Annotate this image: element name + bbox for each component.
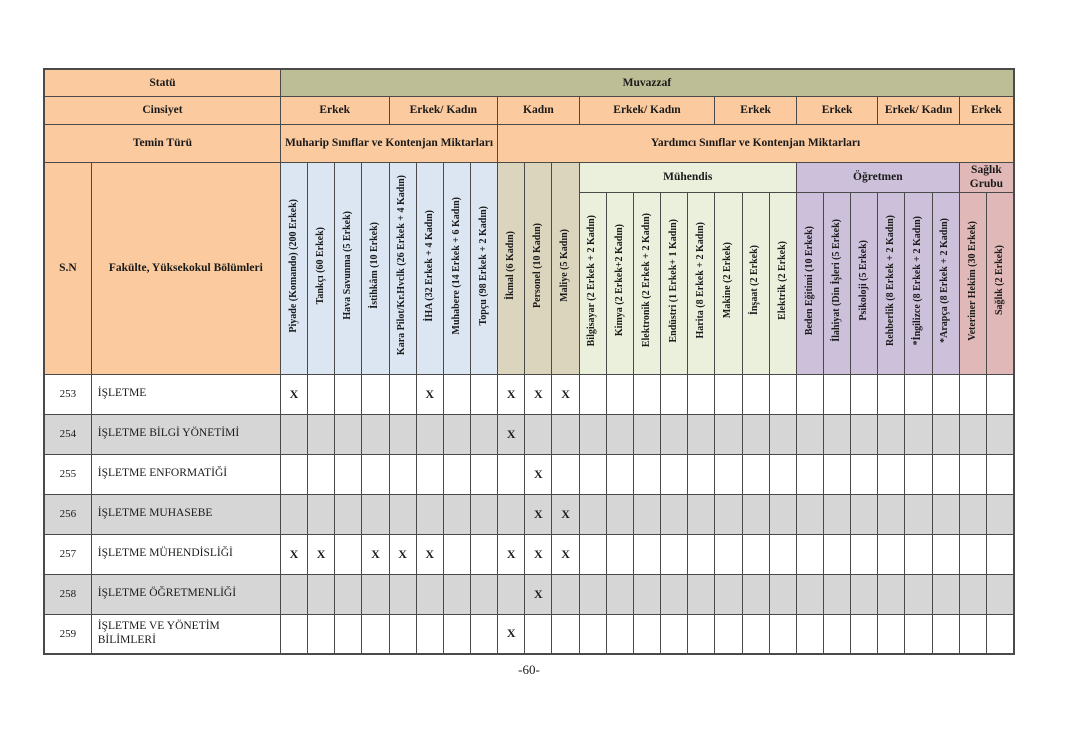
- fakulte-header: Fakülte, Yüksekokul Bölümleri: [91, 162, 280, 374]
- data-cell: [878, 574, 905, 614]
- data-cell: [633, 614, 660, 654]
- column-header-muharip: [280, 162, 307, 374]
- data-cell: [416, 454, 443, 494]
- column-header-text: Elektronik (2 Erkek + 2 Kadın): [640, 213, 652, 348]
- data-cell: [362, 374, 389, 414]
- data-cell: [878, 454, 905, 494]
- column-header-kadin-siniflar: [525, 162, 552, 374]
- data-cell: [308, 454, 335, 494]
- data-cell: [851, 414, 878, 454]
- data-cell: [335, 454, 362, 494]
- data-cell: [796, 414, 823, 454]
- data-cell: [661, 374, 688, 414]
- data-cell: [824, 414, 851, 454]
- data-cell: [308, 414, 335, 454]
- column-header-text: Kara Pilot/Kr.Hvclk (26 Erkek + 4 Kadın): [396, 175, 408, 356]
- data-cell: [443, 454, 470, 494]
- kontenjan-table: [43, 68, 1015, 655]
- data-cell: [959, 494, 986, 534]
- data-cell: [498, 494, 525, 534]
- data-cell: [498, 574, 525, 614]
- column-header-ogretmen: [878, 192, 905, 374]
- row-label: İŞLETME ÖĞRETMENLİĞİ: [91, 574, 280, 614]
- data-cell: [606, 374, 633, 414]
- data-cell: [389, 374, 416, 414]
- column-header-text: İHA (32 Erkek + 4 Kadın): [423, 209, 435, 322]
- data-cell: [986, 454, 1014, 494]
- data-cell: [362, 574, 389, 614]
- cinsiyet-group-2: Kadın: [498, 96, 579, 124]
- data-cell: [932, 534, 959, 574]
- class-group-header-saglik-grubu: Sağlık Grubu: [959, 162, 1014, 192]
- column-header-text: İkmal (6 Kadın): [504, 231, 516, 300]
- data-cell: [579, 454, 606, 494]
- column-header-text: *Arapça (8 Erkek + 2 Kadın): [939, 218, 951, 343]
- data-cell: [715, 614, 742, 654]
- data-cell: [715, 534, 742, 574]
- data-cell: [796, 494, 823, 534]
- data-cell: [443, 494, 470, 534]
- data-cell: [851, 454, 878, 494]
- data-cell: [905, 374, 932, 414]
- data-cell: [824, 454, 851, 494]
- row-sn: 254: [44, 414, 91, 454]
- column-header-text: İnşaat (2 Erkek): [749, 245, 761, 316]
- statu-label: Statü: [44, 69, 280, 96]
- column-header-text: Kimya (2 Erkek+2 Kadın): [613, 224, 625, 337]
- mark-cell: X: [416, 534, 443, 574]
- data-cell: [851, 614, 878, 654]
- class-group-row: [44, 162, 1014, 192]
- data-cell: [606, 454, 633, 494]
- data-cell: [688, 574, 715, 614]
- data-cell: [362, 494, 389, 534]
- data-cell: [280, 414, 307, 454]
- row-sn: 255: [44, 454, 91, 494]
- column-header-muhendis: [769, 192, 796, 374]
- mark-cell: X: [362, 534, 389, 574]
- table-row: [44, 454, 1014, 494]
- data-cell: [389, 414, 416, 454]
- column-header-text: Sağlık (2 Erkek): [993, 245, 1005, 316]
- data-cell: [986, 574, 1014, 614]
- row-sn: 253: [44, 374, 91, 414]
- data-cell: [416, 574, 443, 614]
- data-cell: [470, 374, 497, 414]
- mark-cell: X: [525, 574, 552, 614]
- data-cell: [796, 454, 823, 494]
- table-row: [44, 574, 1014, 614]
- mark-cell: X: [416, 374, 443, 414]
- data-cell: [715, 374, 742, 414]
- temin-row: [44, 124, 1014, 162]
- column-header-text: Veteriner Hekim (30 Erkek): [966, 220, 978, 341]
- data-cell: [742, 574, 769, 614]
- column-header-ogretmen: [824, 192, 851, 374]
- data-cell: [715, 494, 742, 534]
- column-header-ogretmen: [851, 192, 878, 374]
- sn-header: S.N: [44, 162, 91, 374]
- data-cell: [661, 614, 688, 654]
- column-header-muhendis: [688, 192, 715, 374]
- mark-cell: X: [552, 374, 579, 414]
- column-header-text: Topçu (98 Erkek + 2 Kadın): [477, 205, 489, 326]
- data-cell: [851, 534, 878, 574]
- data-cell: [959, 614, 986, 654]
- column-header-muharip: [308, 162, 335, 374]
- data-cell: [661, 534, 688, 574]
- column-header-saglik-grubu: [959, 192, 986, 374]
- column-header-kadin-siniflar: [498, 162, 525, 374]
- column-header-text: Elektrik (2 Erkek): [776, 241, 788, 320]
- data-cell: [796, 374, 823, 414]
- column-header-ogretmen: [932, 192, 959, 374]
- data-cell: [416, 614, 443, 654]
- data-cell: [389, 614, 416, 654]
- data-cell: [633, 574, 660, 614]
- data-cell: [308, 614, 335, 654]
- mark-cell: X: [498, 374, 525, 414]
- column-header-muharip: [335, 162, 362, 374]
- row-sn: 256: [44, 494, 91, 534]
- data-cell: [932, 454, 959, 494]
- data-cell: [470, 614, 497, 654]
- column-header-text: Personel (10 Kadın): [532, 223, 544, 308]
- temin-group-1: Yardımcı Sınıflar ve Kontenjan Miktarları: [498, 124, 1014, 162]
- data-cell: [552, 414, 579, 454]
- column-header-muhendis: [715, 192, 742, 374]
- data-cell: [688, 414, 715, 454]
- page-number: -60-: [518, 662, 540, 677]
- data-cell: [443, 614, 470, 654]
- column-header-muhendis: [579, 192, 606, 374]
- data-cell: [443, 414, 470, 454]
- row-sn: 259: [44, 614, 91, 654]
- cinsiyet-group-6: Erkek/ Kadın: [878, 96, 959, 124]
- data-cell: [851, 574, 878, 614]
- data-cell: [932, 374, 959, 414]
- data-cell: [633, 414, 660, 454]
- data-cell: [579, 414, 606, 454]
- data-cell: [959, 414, 986, 454]
- column-header-text: İlahiyat (Din İşleri (5 Erkek): [830, 219, 842, 342]
- data-cell: [362, 454, 389, 494]
- cinsiyet-group-0: Erkek: [280, 96, 389, 124]
- class-group-header-ogretmen: Öğretmen: [796, 162, 959, 192]
- column-header-muharip: [389, 162, 416, 374]
- data-cell: [769, 414, 796, 454]
- column-header-text: Harita (8 Erkek + 2 Kadın): [695, 222, 707, 339]
- mark-cell: X: [280, 534, 307, 574]
- data-cell: [796, 534, 823, 574]
- cinsiyet-group-4: Erkek: [715, 96, 796, 124]
- data-cell: [362, 414, 389, 454]
- column-header-text: Endüstri (1 Erkek+ 1 Kadın): [667, 218, 679, 343]
- data-cell: [905, 614, 932, 654]
- data-cell: [742, 614, 769, 654]
- data-cell: [280, 614, 307, 654]
- data-cell: [525, 414, 552, 454]
- data-cell: [308, 574, 335, 614]
- data-cell: [769, 454, 796, 494]
- data-cell: [579, 374, 606, 414]
- table-row: [44, 414, 1014, 454]
- temin-label: Temin Türü: [44, 124, 280, 162]
- data-cell: [932, 574, 959, 614]
- data-cell: [742, 494, 769, 534]
- data-cell: [633, 494, 660, 534]
- data-cell: [959, 454, 986, 494]
- data-cell: [606, 494, 633, 534]
- column-header-text: *İngilizce (8 Erkek + 2 Kadın): [912, 215, 924, 346]
- data-cell: [416, 414, 443, 454]
- data-cell: [606, 574, 633, 614]
- table-row: [44, 614, 1014, 654]
- data-cell: [769, 574, 796, 614]
- data-cell: [579, 614, 606, 654]
- data-cell: [280, 494, 307, 534]
- column-header-muharip: [416, 162, 443, 374]
- row-label: İŞLETME ENFORMATİĞİ: [91, 454, 280, 494]
- data-cell: [932, 614, 959, 654]
- data-cell: [443, 534, 470, 574]
- data-cell: [552, 614, 579, 654]
- data-cell: [661, 414, 688, 454]
- data-cell: [824, 494, 851, 534]
- data-cell: [688, 534, 715, 574]
- table-row: [44, 534, 1014, 574]
- cinsiyet-row: [44, 96, 1014, 124]
- data-cell: [715, 574, 742, 614]
- column-header-ogretmen: [905, 192, 932, 374]
- data-cell: [688, 614, 715, 654]
- column-header-saglik-grubu: [986, 192, 1014, 374]
- cinsiyet-label: Cinsiyet: [44, 96, 280, 124]
- data-cell: [824, 534, 851, 574]
- data-cell: [986, 534, 1014, 574]
- column-header-text: Makine (2 Erkek): [722, 242, 734, 319]
- data-cell: [362, 614, 389, 654]
- data-cell: [905, 534, 932, 574]
- data-cell: [579, 574, 606, 614]
- data-cell: [552, 454, 579, 494]
- column-header-text: Bilgisayar (2 Erkek + 2 Kadın): [586, 214, 598, 347]
- data-cell: [688, 374, 715, 414]
- row-sn: 258: [44, 574, 91, 614]
- data-cell: [525, 614, 552, 654]
- mark-cell: X: [498, 534, 525, 574]
- column-header-muhendis: [606, 192, 633, 374]
- data-cell: [986, 494, 1014, 534]
- column-header-kadin-siniflar: [552, 162, 579, 374]
- data-cell: [742, 454, 769, 494]
- mark-cell: X: [280, 374, 307, 414]
- column-header-text: Beden Eğitimi (10 Erkek): [803, 225, 815, 336]
- data-cell: [470, 454, 497, 494]
- row-label: İŞLETME MUHASEBE: [91, 494, 280, 534]
- mark-cell: X: [389, 534, 416, 574]
- data-cell: [688, 494, 715, 534]
- mark-cell: X: [552, 534, 579, 574]
- data-cell: [606, 614, 633, 654]
- mark-cell: X: [525, 454, 552, 494]
- column-header-text: Rehberlik (8 Erkek + 2 Kadın): [885, 215, 897, 346]
- data-cell: [443, 374, 470, 414]
- row-label: İŞLETME VE YÖNETİM BİLİMLERİ: [91, 614, 280, 654]
- data-cell: [389, 454, 416, 494]
- data-cell: [335, 614, 362, 654]
- column-header-text: Muhabere (14 Erkek + 6 Kadın): [450, 196, 462, 335]
- data-cell: [552, 574, 579, 614]
- data-cell: [824, 614, 851, 654]
- data-cell: [335, 534, 362, 574]
- data-cell: [715, 454, 742, 494]
- column-header-muhendis: [742, 192, 769, 374]
- cinsiyet-group-1: Erkek/ Kadın: [389, 96, 498, 124]
- data-cell: [416, 494, 443, 534]
- data-cell: [633, 454, 660, 494]
- statu-value: Muvazzaf: [280, 69, 1014, 96]
- data-cell: [280, 454, 307, 494]
- data-cell: [959, 374, 986, 414]
- data-cell: [878, 614, 905, 654]
- data-cell: [742, 374, 769, 414]
- mark-cell: X: [498, 414, 525, 454]
- mark-cell: X: [552, 494, 579, 534]
- data-cell: [959, 574, 986, 614]
- data-cell: [308, 374, 335, 414]
- column-header-muharip: [470, 162, 497, 374]
- data-cell: [470, 494, 497, 534]
- row-label: İŞLETME: [91, 374, 280, 414]
- class-group-header-muhendis: Mühendis: [579, 162, 796, 192]
- data-cell: [905, 494, 932, 534]
- column-header-text: Psikoloji (5 Erkek): [858, 240, 869, 321]
- column-header-text: Piyade (Komando) (200 Erkek): [287, 198, 299, 333]
- data-cell: [470, 414, 497, 454]
- data-cell: [878, 374, 905, 414]
- data-cell: [443, 574, 470, 614]
- data-cell: [335, 494, 362, 534]
- data-cell: [959, 534, 986, 574]
- data-cell: [579, 494, 606, 534]
- data-cell: [769, 534, 796, 574]
- data-cell: [769, 494, 796, 534]
- data-cell: [661, 494, 688, 534]
- column-header-text: Maliye (5 Kadın): [559, 229, 571, 302]
- cinsiyet-group-7: Erkek: [959, 96, 1014, 124]
- data-cell: [878, 494, 905, 534]
- data-cell: [661, 454, 688, 494]
- data-cell: [796, 614, 823, 654]
- column-header-muharip: [362, 162, 389, 374]
- data-cell: [878, 534, 905, 574]
- column-header-text: İstihkâm (10 Erkek): [369, 222, 381, 309]
- data-cell: [851, 374, 878, 414]
- data-cell: [633, 374, 660, 414]
- data-cell: [986, 614, 1014, 654]
- column-header-muhendis: [633, 192, 660, 374]
- data-cell: [769, 374, 796, 414]
- data-cell: [932, 494, 959, 534]
- table-row: [44, 374, 1014, 414]
- column-header-muhendis: [661, 192, 688, 374]
- data-cell: [878, 414, 905, 454]
- data-cell: [470, 534, 497, 574]
- data-cell: [389, 574, 416, 614]
- column-header-text: Hava Savunma (5 Erkek): [342, 211, 354, 320]
- statu-row: [44, 69, 1014, 96]
- mark-cell: X: [308, 534, 335, 574]
- data-cell: [742, 534, 769, 574]
- data-cell: [579, 534, 606, 574]
- temin-group-0: Muharip Sınıflar ve Kontenjan Miktarları: [280, 124, 497, 162]
- cinsiyet-group-3: Erkek/ Kadın: [579, 96, 715, 124]
- data-cell: [905, 574, 932, 614]
- data-cell: [633, 534, 660, 574]
- mark-cell: X: [525, 534, 552, 574]
- data-cell: [280, 574, 307, 614]
- data-cell: [769, 614, 796, 654]
- data-cell: [824, 374, 851, 414]
- data-cell: [932, 414, 959, 454]
- data-cell: [606, 534, 633, 574]
- data-cell: [470, 574, 497, 614]
- data-cell: [688, 454, 715, 494]
- data-cell: [824, 574, 851, 614]
- data-cell: [308, 494, 335, 534]
- data-cell: [335, 414, 362, 454]
- data-cell: [715, 414, 742, 454]
- mark-cell: X: [498, 614, 525, 654]
- data-cell: [986, 414, 1014, 454]
- data-cell: [661, 574, 688, 614]
- data-cell: [851, 494, 878, 534]
- data-cell: [742, 414, 769, 454]
- data-cell: [905, 414, 932, 454]
- table-row: [44, 494, 1014, 534]
- data-cell: [606, 414, 633, 454]
- row-sn: 257: [44, 534, 91, 574]
- column-header-text: Tankçı (60 Erkek): [314, 226, 326, 305]
- data-cell: [335, 574, 362, 614]
- data-cell: [389, 494, 416, 534]
- data-cell: [986, 374, 1014, 414]
- mark-cell: X: [525, 494, 552, 534]
- column-header-ogretmen: [796, 192, 823, 374]
- row-label: İŞLETME MÜHENDİSLİĞİ: [91, 534, 280, 574]
- mark-cell: X: [525, 374, 552, 414]
- column-header-muharip: [443, 162, 470, 374]
- data-cell: [905, 454, 932, 494]
- data-cell: [796, 574, 823, 614]
- cinsiyet-group-5: Erkek: [796, 96, 877, 124]
- data-cell: [498, 454, 525, 494]
- row-label: İŞLETME BİLGİ YÖNETİMİ: [91, 414, 280, 454]
- data-cell: [335, 374, 362, 414]
